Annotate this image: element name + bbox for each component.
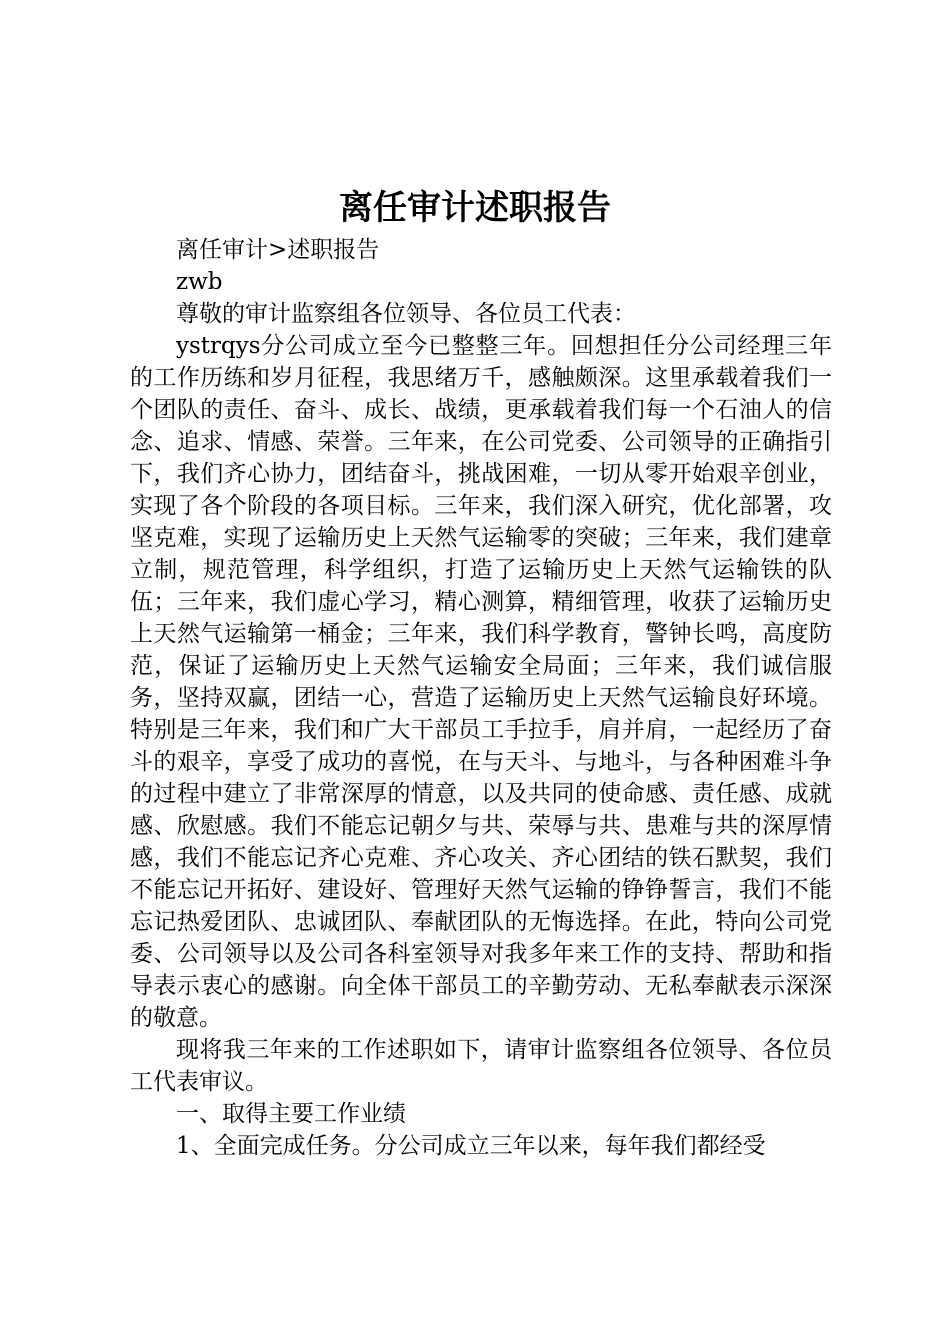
paragraph-item-1: 1、全面完成任务。分公司成立三年以来，每年我们都经受	[176, 1133, 766, 1159]
document-title: 离任审计述职报告	[339, 188, 611, 228]
paragraph-subtitle: 离任审计>述职报告	[176, 237, 380, 263]
paragraph-intro: 现将我三年来的工作述职如下，请审计监察组各位领导、各位员工代表审议。	[130, 1037, 832, 1095]
document-body	[130, 234, 832, 1162]
paragraph-code: zwb	[176, 269, 223, 295]
section-heading: 一、取得主要工作业绩	[176, 1101, 406, 1127]
paragraph-main: ystrqys分公司成立至今已整整三年。回想担任分公司经理三年的工作历练和岁月征程，我思绪万千，感触颇深。这里承载着我们一个团队的责任、奋斗、成长、战绩，更承载着我们每一个石油人的信念、追求、情感、荣誉。三年来，在公司党委、公司领导的正确指引下，我们齐心协力，团结奋斗，挑战困难，一切从零开始艰辛创业，实现了各个阶段的各项目标。三年来，我们深入研究，优化部署，攻坚克难，实现了运输历史上天然气运输零的突破；三年来，我们建章立制，规范管理，科学组织，打造了运输历史上天然气运输铁的队伍；三年来，我们虚心学习，精心测算，精细管理，收获了运输历史上天然气运输第一桶金；三年来，我们科学教育，警钟长鸣，高度防范，保证了运输历史上天然气运输安全局面；三年来，我们诚信服务，坚持双赢，团结一心，营造了运输历史上天然气运输良好环境。特别是三年来，我们和广大干部员工手拉手，肩并肩，一起经历了奋斗的艰辛，享受了成功的喜悦，在与天斗、与地斗，与各种困难斗争的过程中建立了非常深厚的情意，以及共同的使命感、责任感、成就感、欣慰感。我们不能忘记朝夕与共、荣辱与共、患难与共的深厚情感，我们不能忘记齐心克难、齐心攻关、齐心团结的铁石默契，我们不能忘记开拓好、建设好、管理好天然气运输的铮铮誓言，我们不能忘记热爱团队、忠诚团队、奉献团队的无悔选择。在此，特向公司党委、公司领导以及公司各科室领导对我多年来工作的支持、帮助和指导表示衷心的感谢。向全体干部员工的辛勤劳动、无私奉献表示深深的敬意。	[130, 333, 832, 1031]
paragraph-salutation: 尊敬的审计监察组各位领导、各位员工代表：	[176, 301, 636, 327]
